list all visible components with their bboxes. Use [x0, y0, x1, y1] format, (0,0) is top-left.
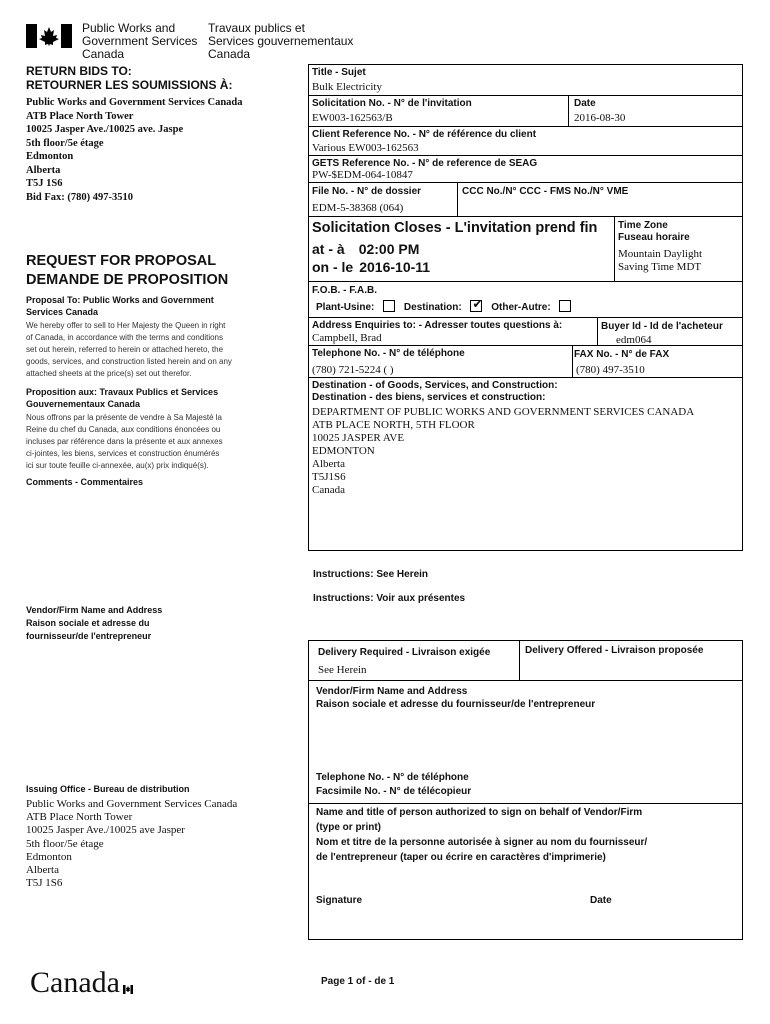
vendor-firm-label	[316, 685, 595, 711]
gets-ref-label: GETS Reference No. - N° de reference de SEAG	[312, 158, 538, 169]
vendor-facsimile-label: Facsimile No. - N° de télécopieur	[316, 786, 472, 797]
authorized-line: Name and title of person authorized to sign on behalf of Vendor/Firm	[316, 807, 643, 818]
issuing-office-label: Issuing Office - Bureau de distribution	[26, 784, 190, 794]
telephone-value: (780) 721-5224 ( )	[312, 364, 394, 376]
destination-line: EDMONTON	[312, 445, 375, 457]
paragraph-line: of Canada, in accordance with the terms and conditions	[26, 333, 224, 342]
address-line: ATB Place North Tower	[26, 811, 133, 824]
comments-label: Comments - Commentaires	[26, 477, 144, 487]
destination-line: ATB PLACE NORTH, 5TH FLOOR	[312, 419, 475, 431]
dept-name-fr	[208, 22, 353, 61]
other-label: Other-Autre:	[491, 302, 551, 313]
page-number: Page 1 of - de 1	[321, 976, 395, 987]
address-line: 5th floor/5e étage	[26, 837, 104, 850]
dept-name-en	[82, 22, 197, 61]
at-label: at - à	[312, 241, 345, 257]
destination-checkbox[interactable]	[470, 297, 483, 312]
wordmark-text: Canada	[30, 966, 120, 999]
destination-line: DEPARTMENT OF PUBLIC WORKS AND GOVERNMENT SERVICES CANADA	[312, 406, 695, 418]
solicitation-no-label: Solicitation No. - N° de l'invitation	[312, 98, 472, 109]
canada-wordmark	[30, 966, 120, 1000]
tz-label-line: Time Zone	[618, 220, 668, 231]
paragraph-line: set out herein, referred to herein or attached hereto, the	[26, 345, 224, 354]
ccc-no-label: CCC No./N° CCC - FMS No./N° VME	[462, 186, 629, 197]
dept-en-line: Government Services	[82, 34, 198, 48]
wordmark-flag-icon	[123, 968, 133, 977]
solicitation-closes-title: Solicitation Closes - L'invitation prend fin	[312, 220, 598, 236]
destination-label-line: Destination - of Goods, Services, and Construction:	[312, 380, 558, 391]
vendor-left-line: Raison sociale et adresse du	[26, 618, 150, 628]
address-line: T5J 1S6	[26, 178, 63, 189]
gets-ref-value: PW-$EDM-064-10847	[312, 169, 413, 181]
paragraph-line: ci-jointes, les biens, services et construction énumérés	[26, 449, 220, 458]
paragraph-line: ici sur toute feuille ci-annexée, au(x) prix indiqué(s).	[26, 461, 209, 470]
time-zone-label	[618, 220, 690, 244]
destination-address	[312, 406, 694, 497]
address-line: T5J 1S6	[26, 877, 63, 890]
buyer-id-label: Buyer Id - Id de l'acheteur	[601, 321, 723, 332]
client-ref-label: Client Reference No. - N° de référence du client	[312, 129, 537, 140]
vendor-firm-line: Raison sociale et adresse du fournisseur/de l'entrepreneur	[316, 699, 596, 710]
solicitation-no-value: EW003-162563/B	[312, 112, 393, 124]
address-enquiries-label: Address Enquiries to: - Adresser toutes questions à:	[312, 320, 563, 331]
destination-line: Alberta	[312, 458, 345, 470]
rfp-title-line: REQUEST FOR PROPOSAL	[26, 253, 217, 269]
paragraph-line: goods, services, and construction listed herein and on any	[26, 357, 232, 366]
paragraph-line: attached sheets at the price(s) set out therefor.	[26, 369, 192, 378]
vendor-left-line: fournisseur/de l'entrepreneur	[26, 631, 152, 641]
address-line: Edmonton	[26, 151, 74, 162]
instructions-en: Instructions: See Herein	[313, 569, 429, 580]
signature-label: Signature	[316, 895, 363, 906]
proposal-to-heading	[26, 294, 214, 318]
file-no-label: File No. - N° de dossier	[312, 186, 422, 197]
instructions-fr: Instructions: Voir aux présentes	[313, 593, 466, 604]
title-value: Bulk Electricity	[312, 81, 382, 93]
dept-en-line: Canada	[82, 47, 125, 61]
tz-label-line: Fuseau horaire	[618, 232, 690, 243]
vendor-left-line: Vendor/Firm Name and Address	[26, 605, 163, 615]
proposition-line: Gouvernementaux Canada	[26, 399, 141, 409]
dept-fr-line: Canada	[208, 47, 251, 61]
rfp-title-line: DEMANDE DE PROPOSITION	[26, 272, 229, 288]
other-checkbox[interactable]	[559, 300, 571, 312]
client-ref-value: Various EW003-162563	[312, 142, 419, 154]
time-zone-value	[618, 248, 702, 274]
delivery-required-label: Delivery Required - Livraison exigée	[318, 647, 491, 658]
closing-time-value: 02:00 PM	[358, 241, 420, 257]
destination-label	[312, 380, 558, 404]
fax-label: FAX No. - N° de FAX	[574, 349, 670, 360]
paragraph-line: We hereby offer to sell to Her Majesty the Queen in right	[26, 321, 226, 330]
address-line: Public Works and Government Services Canada	[26, 798, 238, 810]
paragraph-line: Reine du chef du Canada, aux conditions énoncées ou	[26, 425, 221, 434]
buyer-id-value: edm064	[616, 334, 652, 346]
delivery-offered-label: Delivery Offered - Livraison proposée	[525, 645, 704, 656]
destination-line: 10025 JASPER AVE	[312, 432, 405, 444]
address-line: ATB Place North Tower	[26, 110, 134, 122]
return-bids-address	[26, 96, 243, 204]
return-bids-line: RETOURNER LES SOUMISSIONS À:	[26, 78, 233, 92]
fob-label: F.O.B. - F.A.B.	[312, 285, 377, 296]
address-line: 5th floor/5e étage	[26, 137, 104, 149]
authorized-person-label	[316, 805, 647, 865]
closing-date-value: 2016-10-11	[359, 259, 431, 275]
authorized-line: de l'entrepreneur (taper ou écrire en caractères d'imprimerie)	[316, 852, 606, 863]
authorized-line: (type or print)	[316, 822, 381, 833]
on-label: on - le	[312, 259, 354, 275]
title-label: Title - Sujet	[312, 67, 366, 78]
return-bids-line: RETURN BIDS TO:	[26, 64, 132, 78]
authorized-line: Nom et titre de la personne autorisée à signer au nom du fournisseur/	[316, 837, 648, 848]
vendor-left-label	[26, 604, 162, 643]
plant-checkbox[interactable]	[383, 300, 395, 312]
vendor-telephone-label: Telephone No. - N° de téléphone	[316, 772, 469, 783]
signature-date-label: Date	[590, 895, 612, 906]
plant-label: Plant-Usine:	[316, 302, 375, 313]
destination-line: Canada	[312, 484, 345, 496]
date-value: 2016-08-30	[574, 112, 626, 124]
date-label: Date	[574, 98, 596, 109]
rfp-title	[26, 252, 228, 290]
closing-time	[312, 241, 419, 258]
address-line: Alberta	[26, 864, 59, 877]
closing-date	[312, 259, 430, 276]
proposition-heading	[26, 386, 218, 410]
tz-value-line: Mountain Daylight	[618, 248, 703, 260]
proposal-to-text	[26, 320, 232, 380]
dept-fr-line: Travaux publics et	[208, 21, 305, 35]
address-line: Edmonton	[26, 850, 72, 863]
address-line: 10025 Jasper Ave./10025 ave Jasper	[26, 824, 185, 837]
telephone-label: Telephone No. - N° de téléphone	[312, 348, 465, 359]
fax-value: (780) 497-3510	[576, 364, 645, 376]
proposition-text	[26, 412, 223, 472]
tz-value-line: Saving Time MDT	[618, 261, 702, 273]
dept-en-line: Public Works and	[82, 21, 176, 35]
issuing-office-address	[26, 798, 237, 890]
address-line: Alberta	[26, 164, 61, 176]
proposal-to-line: Proposal To: Public Works and Government	[26, 295, 214, 305]
vendor-firm-line: Vendor/Firm Name and Address	[316, 686, 468, 697]
address-enquiries-value: Campbell, Brad	[312, 332, 382, 344]
dept-fr-line: Services gouvernementaux	[208, 34, 354, 48]
return-bids-title	[26, 64, 232, 92]
destination-label-line: Destination - des biens, services et construction:	[312, 392, 546, 403]
bid-fax: Bid Fax: (780) 497-3510	[26, 191, 134, 203]
address-line: 10025 Jasper Ave./10025 ave. Jaspe	[26, 124, 184, 135]
address-line: Public Works and Government Services Canada	[26, 97, 243, 108]
destination-label: Destination:	[403, 302, 462, 313]
proposal-to-line: Services Canada	[26, 307, 99, 317]
delivery-required-value: See Herein	[318, 664, 367, 676]
paragraph-line: Nous offrons par la présente de vendre à Sa Majesté la	[26, 413, 222, 422]
check-icon: ✔	[472, 297, 483, 311]
file-no-value: EDM-5-38368 (064)	[312, 202, 404, 214]
proposition-line: Proposition aux: Travaux Publics et Services	[26, 387, 219, 397]
fob-options	[316, 297, 571, 314]
canada-flag-logo	[26, 24, 72, 48]
destination-line: T5J1S6	[312, 471, 346, 483]
paragraph-line: incluses par référence dans la présente et aux annexes	[26, 437, 223, 446]
